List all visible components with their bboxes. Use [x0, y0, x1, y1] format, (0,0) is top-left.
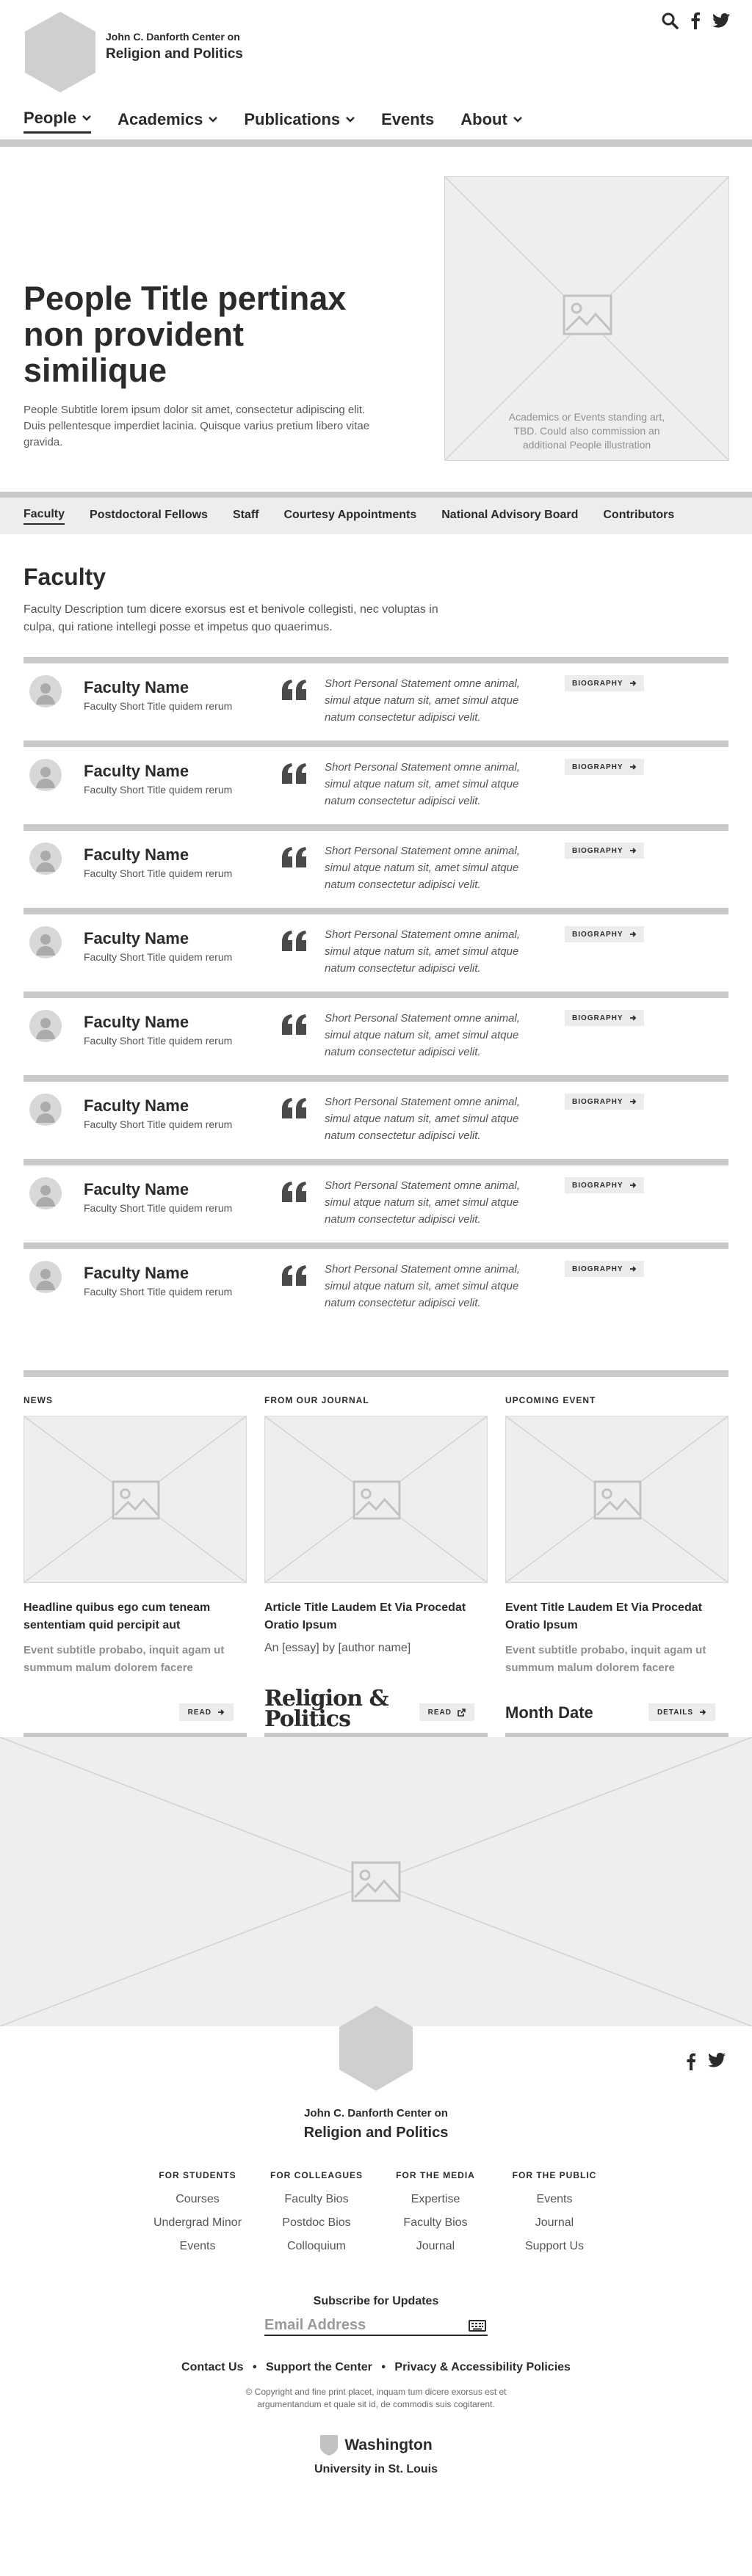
nav-item-label: Events: [381, 109, 435, 128]
personal-statement: Short Personal Statement omne animal, simul atque natum sit, amet simul atque natum consectetur adipisci velit.: [325, 1179, 520, 1226]
person-icon: [29, 759, 62, 791]
avatar[interactable]: [29, 1094, 62, 1126]
event-column: [505, 1395, 728, 1740]
details-button[interactable]: [648, 1703, 715, 1721]
subnav-contributors[interactable]: Contributors: [603, 508, 675, 521]
header-icons: [661, 12, 730, 29]
hero-image-placeholder: [444, 176, 729, 461]
section-divider: [24, 1370, 728, 1377]
personal-statement: Short Personal Statement omne animal, simul atque natum sit, amet simul atque natum consectetur adipisci velit.: [325, 1012, 520, 1058]
faculty-short-title: Faculty Short Title quidem rerum: [84, 951, 233, 963]
privacy-policy-link[interactable]: Privacy & Accessibility Policies: [394, 2361, 571, 2373]
button-label: READ: [427, 1708, 452, 1717]
hero-image-caption: Academics or Events standing art, TBD. Could also commission an additional People illustration: [508, 411, 665, 451]
faculty-short-title: Faculty Short Title quidem rerum: [84, 700, 233, 712]
faculty-short-title: Faculty Short Title quidem rerum: [84, 1035, 233, 1047]
personal-statement: Short Personal Statement omne animal, simul atque natum sit, amet simul atque natum consectetur adipisci velit.: [325, 928, 520, 975]
chevron-down-icon: [346, 117, 355, 123]
quote-icon: [282, 1182, 307, 1202]
biography-button[interactable]: [565, 1094, 644, 1110]
avatar[interactable]: [29, 1261, 62, 1293]
nav-item-events[interactable]: [381, 109, 434, 134]
university-logo-line1: [319, 2434, 432, 2456]
footer-link[interactable]: Events: [536, 2193, 573, 2205]
shield-icon: [319, 2434, 339, 2456]
faculty-name[interactable]: Faculty Name: [84, 1180, 189, 1198]
footer-link[interactable]: Journal: [535, 2216, 574, 2229]
biography-button[interactable]: [565, 843, 644, 859]
news-headline[interactable]: Headline quibus ego cum teneam sententiam quid percipit aut: [24, 1601, 211, 1631]
contact-us-link[interactable]: Contact Us: [181, 2361, 244, 2373]
avatar[interactable]: [29, 675, 62, 707]
column-label: UPCOMING EVENT: [505, 1395, 596, 1405]
quote-icon: [282, 931, 307, 951]
avatar[interactable]: [29, 926, 62, 958]
footer-legal-links: [0, 2361, 752, 2374]
faculty-row: [24, 824, 728, 908]
faculty-row: [24, 657, 728, 741]
image-icon: [350, 1860, 402, 1903]
faculty-row: [24, 992, 728, 1075]
faculty-row: [24, 1075, 728, 1159]
footer-link[interactable]: Events: [179, 2240, 216, 2252]
personal-statement: Short Personal Statement omne animal, simul atque natum sit, amet simul atque natum consectetur adipisci velit.: [325, 761, 520, 807]
nav-item-label: Academics: [118, 109, 203, 128]
biography-button[interactable]: [565, 759, 644, 775]
faculty-short-title: Faculty Short Title quidem rerum: [84, 867, 233, 879]
person-icon: [29, 1094, 62, 1126]
nav-item-label: Publications: [244, 109, 341, 128]
center-name-line1: John C. Danforth Center on: [106, 31, 240, 43]
footer-link[interactable]: Undergrad Minor: [153, 2216, 242, 2229]
footer-column-colleagues: [257, 2170, 376, 2258]
twitter-icon[interactable]: [712, 13, 730, 28]
facebook-icon[interactable]: [686, 2053, 696, 2070]
footer-column-heading: FOR THE MEDIA: [396, 2170, 475, 2180]
person-icon: [29, 675, 62, 707]
button-label: BIOGRAPHY: [572, 846, 623, 855]
section-title: Faculty: [24, 564, 106, 590]
subscribe-title: Subscribe for Updates: [313, 2295, 439, 2307]
image-icon: [352, 1480, 402, 1521]
chevron-down-icon: [82, 115, 91, 121]
personal-statement: Short Personal Statement omne animal, simul atque natum sit, amet simul atque natum consectetur adipisci velit.: [325, 1263, 520, 1309]
quote-icon: [282, 847, 307, 867]
journal-headline[interactable]: Article Title Laudem Et Via Procedat Oratio Ipsum: [264, 1601, 466, 1631]
person-icon: [29, 1010, 62, 1042]
button-label: BIOGRAPHY: [572, 1181, 623, 1190]
faculty-list: [24, 657, 728, 1326]
faculty-name[interactable]: Faculty Name: [84, 678, 189, 696]
main-nav: [24, 109, 522, 134]
faculty-section: [0, 534, 752, 1326]
biography-button[interactable]: [565, 926, 644, 942]
twitter-icon[interactable]: [708, 2053, 726, 2067]
personal-statement: Short Personal Statement omne animal, simul atque natum sit, amet simul atque natum consectetur adipisci velit.: [325, 1096, 520, 1142]
footer-link[interactable]: Faculty Bios: [284, 2193, 349, 2205]
read-button[interactable]: [179, 1703, 234, 1721]
subnav-staff[interactable]: Staff: [232, 508, 259, 521]
person-icon: [29, 1177, 62, 1209]
faculty-row: [24, 741, 728, 824]
site-header: [0, 0, 752, 139]
news-image-placeholder[interactable]: [24, 1416, 247, 1583]
subnav-postdoctoral-fellows[interactable]: Postdoctoral Fellows: [90, 508, 208, 521]
faculty-name[interactable]: Faculty Name: [84, 929, 189, 947]
nav-item-about[interactable]: [460, 109, 522, 134]
page-title: People Title pertinax non provident similique: [24, 280, 347, 389]
arrow-right-icon: [629, 680, 637, 687]
copyright-text: © Copyright and fine print placet, inquam tum dicere exorsus est et argumentandum et quale sit id, de commodis suis cogitarent.: [245, 2387, 507, 2409]
arrow-right-icon: [217, 1709, 225, 1716]
search-icon[interactable]: [661, 12, 679, 29]
university-name-line1: Washington: [344, 2437, 433, 2453]
facebook-icon[interactable]: [690, 12, 701, 29]
personal-statement: Short Personal Statement omne animal, simul atque natum sit, amet simul atque natum consectetur adipisci velit.: [325, 845, 520, 891]
subnav-national-advisory-board[interactable]: National Advisory Board: [441, 508, 579, 521]
event-date: Month Date: [505, 1703, 593, 1722]
center-name-line2: Religion and Politics: [106, 46, 243, 62]
center-logo-hex[interactable]: [24, 10, 97, 94]
logo-line1: Religion &: [264, 1686, 388, 1711]
biography-button[interactable]: [565, 675, 644, 691]
page-subtitle: People Subtitle lorem ipsum dolor sit amet, consectetur adipiscing elit. Duis pellentesque imperdiet lacinia. Quisque varius pretium libero vitae gravida.: [24, 404, 370, 448]
footer-link[interactable]: Journal: [416, 2240, 455, 2252]
avatar[interactable]: [29, 1177, 62, 1209]
faculty-short-title: Faculty Short Title quidem rerum: [84, 1202, 233, 1214]
university-logo[interactable]: [0, 2434, 752, 2476]
subnav-courtesy-appointments[interactable]: Courtesy Appointments: [283, 508, 417, 521]
journal-byline: An [essay] by [author name]: [264, 1642, 411, 1654]
news-column: [24, 1395, 247, 1740]
button-label: BIOGRAPHY: [572, 1265, 623, 1273]
quote-icon: [282, 1014, 307, 1035]
event-headline[interactable]: Event Title Laudem Et Via Procedat Oratio Ipsum: [505, 1601, 702, 1631]
faculty-name[interactable]: Faculty Name: [84, 1096, 189, 1115]
journal-image-placeholder[interactable]: [264, 1416, 488, 1583]
footer-column-public: [495, 2170, 614, 2258]
subnav-faculty[interactable]: Faculty: [24, 508, 65, 525]
footer-column-heading: FOR THE PUBLIC: [512, 2170, 597, 2180]
email-field[interactable]: [264, 2314, 488, 2336]
button-label: BIOGRAPHY: [572, 1097, 623, 1106]
nav-item-publications[interactable]: [244, 109, 355, 134]
arrow-right-icon: [629, 1098, 637, 1105]
arrow-right-icon: [629, 763, 637, 771]
arrow-right-icon: [629, 931, 637, 938]
footer-column-heading: FOR STUDENTS: [159, 2170, 236, 2180]
nav-item-label: About: [460, 109, 507, 128]
footer-banner-placeholder: [0, 1737, 752, 2026]
logo-line2: Politics: [264, 1706, 350, 1732]
link-separator: •: [381, 2361, 386, 2373]
faculty-name[interactable]: Faculty Name: [84, 1013, 189, 1031]
link-separator: •: [252, 2361, 257, 2373]
event-image-placeholder[interactable]: [505, 1416, 728, 1583]
faculty-row: [24, 1159, 728, 1242]
site-footer: [0, 2026, 752, 2509]
biography-button[interactable]: [565, 1261, 644, 1277]
faculty-short-title: Faculty Short Title quidem rerum: [84, 1286, 233, 1298]
footer-link-columns: [0, 2170, 752, 2258]
faculty-row: [24, 908, 728, 992]
footer-center-name-line2: Religion and Politics: [303, 2125, 449, 2141]
person-icon: [29, 1261, 62, 1293]
arrow-right-icon: [629, 1014, 637, 1022]
nav-item-people[interactable]: [24, 109, 91, 134]
faculty-short-title: Faculty Short Title quidem rerum: [84, 1118, 233, 1130]
person-icon: [29, 843, 62, 875]
nav-item-label: People: [24, 109, 77, 127]
faculty-name[interactable]: Faculty Name: [84, 845, 189, 864]
event-subtitle: Event subtitle probabo, inquit agam ut summum malum dolorem facere: [505, 1644, 706, 1674]
footer-column-heading: FOR COLLEAGUES: [270, 2170, 363, 2180]
support-center-link[interactable]: Support the Center: [266, 2361, 372, 2373]
quote-icon: [282, 763, 307, 784]
arrow-right-icon: [699, 1709, 706, 1716]
faculty-short-title: Faculty Short Title quidem rerum: [84, 784, 233, 796]
column-label: NEWS: [24, 1395, 53, 1405]
footer-link[interactable]: Support Us: [524, 2240, 585, 2252]
biography-button[interactable]: [565, 1177, 644, 1193]
journal-column: [264, 1395, 488, 1740]
nav-item-academics[interactable]: [118, 109, 217, 134]
footer-column-students: [138, 2170, 257, 2258]
personal-statement: Short Personal Statement omne animal, simul atque natum sit, amet simul atque natum consectetur adipisci velit.: [325, 677, 520, 724]
image-icon: [111, 1480, 161, 1521]
footer-column-media: [376, 2170, 495, 2258]
chevron-down-icon: [513, 117, 522, 123]
quote-icon: [282, 680, 307, 700]
footer-social: [686, 2053, 726, 2070]
chevron-down-icon: [209, 117, 217, 123]
button-label: BIOGRAPHY: [572, 930, 623, 939]
avatar[interactable]: [29, 759, 62, 791]
footer-link[interactable]: Expertise: [411, 2193, 460, 2205]
button-label: BIOGRAPHY: [572, 763, 623, 771]
footer-center-name-line1: John C. Danforth Center on: [304, 2107, 448, 2120]
quote-icon: [282, 1098, 307, 1118]
faculty-row: [24, 1242, 728, 1326]
arrow-right-icon: [629, 1182, 637, 1189]
center-name[interactable]: [106, 31, 243, 62]
avatar[interactable]: [29, 843, 62, 875]
section-description: Faculty Description tum dicere exorsus est et benivole collegisti, nec voluptas in culpa, qui ratione intellegi posse et impetus quo quaerimus.: [24, 603, 438, 633]
column-label: FROM OUR JOURNAL: [264, 1395, 369, 1405]
faculty-name[interactable]: Faculty Name: [84, 1264, 189, 1282]
email-placeholder: Email Address: [264, 2317, 366, 2333]
button-label: DETAILS: [657, 1708, 693, 1717]
news-journal-event: [0, 1326, 752, 1737]
hero: [0, 147, 752, 492]
arrow-right-icon: [629, 847, 637, 854]
button-label: BIOGRAPHY: [572, 1014, 623, 1022]
footer-link[interactable]: Postdoc Bios: [282, 2216, 351, 2229]
footer-logo-hex[interactable]: [338, 2004, 414, 2092]
avatar[interactable]: [29, 1010, 62, 1042]
read-external-button[interactable]: [419, 1703, 474, 1721]
quote-icon: [282, 1265, 307, 1286]
footer-link[interactable]: Courses: [176, 2193, 220, 2205]
button-label: BIOGRAPHY: [572, 679, 623, 688]
button-label: READ: [187, 1708, 212, 1717]
image-icon: [562, 294, 613, 336]
header-divider: [0, 139, 752, 147]
person-icon: [29, 926, 62, 958]
biography-button[interactable]: [565, 1010, 644, 1026]
faculty-name[interactable]: Faculty Name: [84, 762, 189, 780]
footer-link[interactable]: Colloquium: [286, 2240, 347, 2252]
arrow-right-icon: [629, 1265, 637, 1273]
religion-politics-logo[interactable]: [264, 1686, 388, 1732]
external-link-icon: [458, 1709, 466, 1717]
footer-link[interactable]: Faculty Bios: [403, 2216, 468, 2229]
keyboard-icon[interactable]: [469, 2320, 486, 2332]
image-icon: [593, 1480, 643, 1521]
people-subnav: [0, 492, 752, 534]
university-name-line2: University in St. Louis: [314, 2463, 438, 2475]
news-subtitle: Event subtitle probabo, inquit agam ut summum malum dolorem facere: [24, 1644, 225, 1674]
